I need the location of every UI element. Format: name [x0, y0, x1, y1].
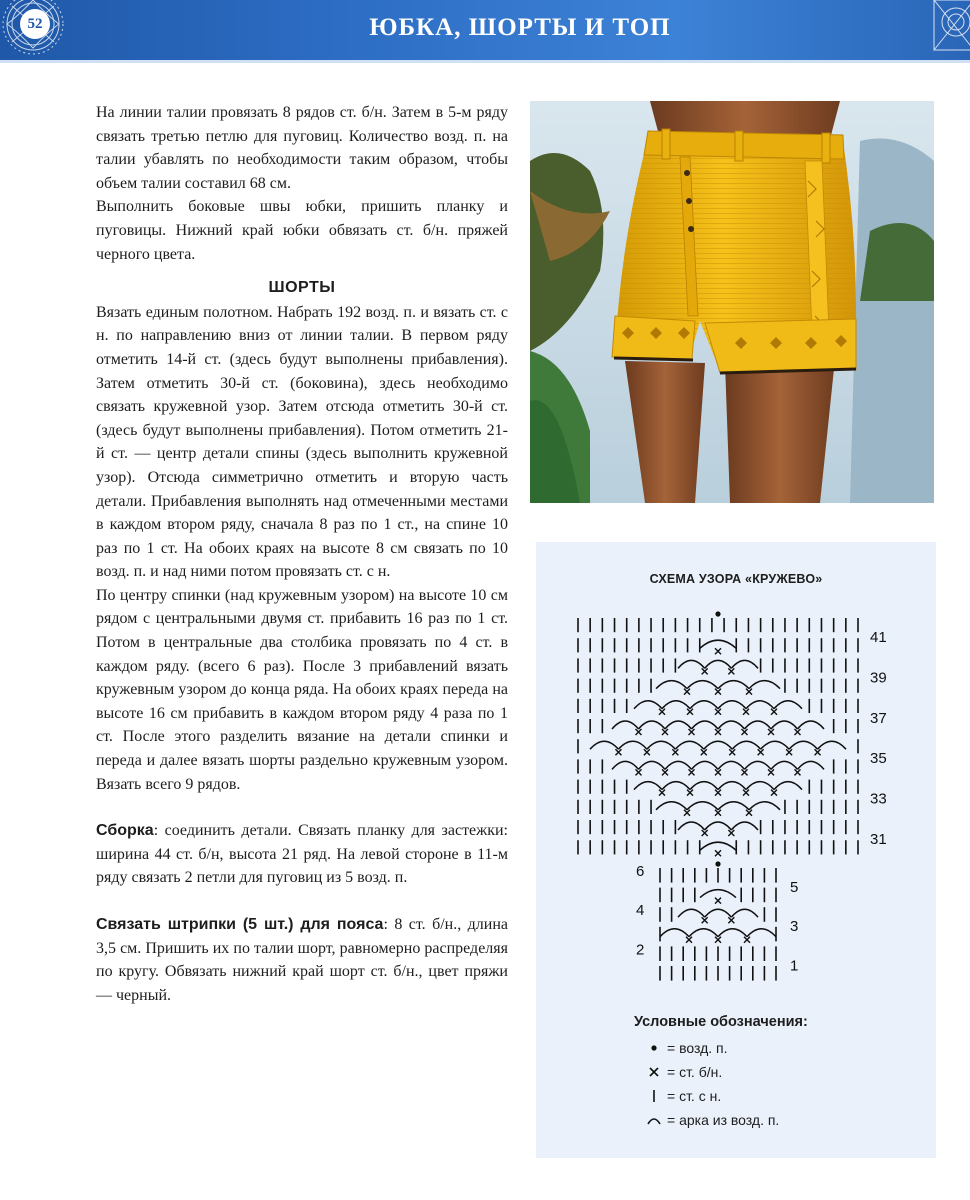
- chain-arc-mark: [689, 929, 718, 937]
- page-header: [0, 0, 970, 63]
- chain-arc-mark: [662, 701, 690, 709]
- corner-lace-icon: [930, 0, 970, 56]
- legend-item: [644, 1036, 808, 1060]
- shorts-paragraph: По центру спинки (над кружевным узором) на высоте 10 см рядом с центральными двумя ст. прибавить 16 раз по 1 ст. Потом в центральные два столбика провязать по 4 ст. в каждом ряду. (всего 6 раз). После 3 прибавлений вязать кружевным узором до конца ряда. На обоих краях переда на высоте 16 см прибавить в каждом втором ряду 4 раза по 1 ст. После этого разделить вязание на детали спинки и переда и далее вязать шорты раздельно кружевным узором. Вязать всего 9 рядов.: [96, 586, 508, 793]
- chain-arc-mark: [718, 802, 749, 810]
- single-crochet-mark: [729, 749, 735, 755]
- single-crochet-mark: [746, 810, 752, 816]
- single-crochet-mark: [689, 769, 695, 775]
- chain-arc-mark: [639, 721, 666, 729]
- chart-title: СХЕМА УЗОРА «КРУЖЕВО»: [649, 572, 823, 586]
- chain-arc-mark: [745, 721, 772, 729]
- chain-arc-mark: [745, 761, 772, 769]
- chain-arc-mark: [647, 741, 675, 749]
- skirt-paragraph: Выполнить боковые швы юбки, пришить планку и пуговицы. Нижний край юбки обвязать ст. б/н. пряжей черного цвета.: [96, 198, 508, 263]
- chain-arc-mark: [771, 721, 798, 729]
- assembly-paragraph: [96, 819, 508, 890]
- article-text: [96, 101, 508, 1007]
- crochet-chart: [536, 542, 936, 1012]
- legend-label: = арка из возд. п.: [667, 1112, 780, 1128]
- shorts-photo: [530, 101, 934, 503]
- single-crochet-mark: [659, 790, 665, 796]
- chain-arc-mark: [718, 761, 745, 769]
- single-crochet-mark: [636, 729, 642, 735]
- chain-arc-mark: [774, 701, 802, 709]
- chain-arc-mark: [662, 782, 690, 790]
- chain-arc-mark: [747, 929, 776, 937]
- chain-arc-mark: [746, 701, 774, 709]
- single-crochet-mark: [687, 709, 693, 715]
- single-crochet-mark: [687, 790, 693, 796]
- chain-arc-mark: [634, 701, 662, 709]
- single-crochet-mark: [768, 769, 774, 775]
- page-number: 52: [20, 9, 50, 39]
- chain-arc-mark: [656, 802, 687, 810]
- legend-label: = ст. с н.: [667, 1088, 722, 1104]
- chain-arc-mark: [718, 681, 749, 689]
- chain-arc-mark: [665, 721, 692, 729]
- legend-item: [644, 1084, 808, 1108]
- chain-arc-mark: [700, 890, 736, 898]
- single-crochet-mark: [702, 668, 708, 674]
- row-number-label: 35: [870, 750, 887, 768]
- straps-text: : 8 ст. б/н., длина 3,5 см. Пришить их по талии шорт, равномерно распределяя по кругу. Обвязать нижний край шорт ст. б/н., цвет пряжи — черный.: [96, 916, 508, 1004]
- single-crochet-mark: [771, 790, 777, 796]
- single-crochet-mark: [742, 769, 748, 775]
- chain-arc-mark: [692, 721, 719, 729]
- chain-dot-mark: [715, 861, 720, 866]
- single-crochet-mark: [728, 668, 734, 674]
- row-number-label: 41: [870, 629, 887, 646]
- single-crochet-mark: [715, 937, 721, 943]
- single-crochet-mark: [662, 729, 668, 735]
- single-crochet-mark: [715, 648, 721, 654]
- single-crochet-mark: [662, 769, 668, 775]
- single-crochet-mark: [795, 769, 801, 775]
- single-crochet-mark: [672, 749, 678, 755]
- chain-arc-mark: [612, 761, 639, 769]
- single-crochet-mark: [742, 729, 748, 735]
- row-number-label: 33: [870, 790, 887, 808]
- chain-arc-mark: [789, 741, 817, 749]
- chain-arc-mark: [675, 741, 703, 749]
- double-crochet-bar-icon: [644, 1088, 664, 1104]
- chain-arc-mark: [746, 782, 774, 790]
- chain-arc-mark: [704, 741, 732, 749]
- single-crochet-mark: [771, 709, 777, 715]
- chain-arc-mark: [692, 761, 719, 769]
- chain-arc-mark: [718, 721, 745, 729]
- chain-arc-mark: [718, 929, 747, 937]
- straps-paragraph: [96, 913, 508, 1007]
- row-number-label: 4: [636, 902, 645, 920]
- chain-arc-mark: [665, 761, 692, 769]
- chain-arc-mark: [771, 761, 798, 769]
- single-crochet-mark: [715, 729, 721, 735]
- chain-arc-mark: [731, 909, 758, 917]
- row-number-label: 3: [790, 918, 799, 936]
- legend-title: Условные обозначения:: [634, 1014, 808, 1030]
- single-crochet-mark: [728, 917, 734, 923]
- crochet-chart-panel: [536, 542, 936, 1158]
- legend-item: [644, 1060, 808, 1084]
- chain-arc-mark: [718, 701, 746, 709]
- chain-arc-mark: [612, 721, 639, 729]
- chain-arc-mark: [690, 701, 718, 709]
- single-crochet-mark: [715, 790, 721, 796]
- single-crochet-mark: [701, 749, 707, 755]
- chain-dot-mark: [715, 611, 720, 616]
- single-crochet-cross-icon: [644, 1066, 664, 1078]
- chain-arc-mark: [705, 909, 732, 917]
- chain-arc-mark: [705, 660, 732, 668]
- single-crochet-mark: [786, 749, 792, 755]
- single-crochet-mark: [758, 749, 764, 755]
- single-crochet-mark: [715, 810, 721, 816]
- chain-arc-mark: [639, 761, 666, 769]
- row-number-label: 5: [790, 879, 799, 896]
- chain-arc-mark: [798, 761, 825, 769]
- chain-arc-mark: [731, 660, 758, 668]
- skirt-paragraph: На линии талии провязать 8 рядов ст. б/н. Затем в 5-м ряду связать третью петлю для пуговиц. Количество возд. п. на талии убавлять по необходимости таким образом, чтобы объем талии составил 68 см.: [96, 104, 508, 192]
- single-crochet-mark: [795, 729, 801, 735]
- single-crochet-mark: [715, 709, 721, 715]
- shorts-paragraph: Вязать единым полотном. Набрать 192 возд. п. и вязать ст. с н. по направлению вниз от линии талии. В первом ряду отметить 14-й ст. (здесь будут выполнены прибавления). Затем отметить 30-й ст. (боковина), здесь необходимо связать кружевной узор. Затем отсюда отметить 30-й ст. (здесь будут выполнены прибавления). Потом отметить 21-й ст. — центр детали спины (здесь выполнить кружевной узор). Отсюда симметрично отметить и вторую часть детали. Прибавления выполнять над отмеченными местами в каждом втором ряду, сначала 8 раз по 1 ст., на спине 10 раз по 1 ст. На обоих краях на высоте 8 см связать по 10 возд. п. и над ними потом провязать ст. с н.: [96, 303, 508, 581]
- single-crochet-mark: [686, 937, 692, 943]
- single-crochet-mark: [728, 830, 734, 836]
- row-number-label: 2: [636, 941, 645, 959]
- single-crochet-mark: [815, 749, 821, 755]
- straps-lead: Связать штрипки (5 шт.) для пояса: [96, 916, 384, 933]
- single-crochet-mark: [715, 850, 721, 856]
- assembly-text: : соединить детали. Связать планку для застежки: ширина 44 ст. б/н, высота 21 ряд. На левой стороне в 11-м ряду связать 2 петли для пуговиц из 5 возд. п.: [96, 822, 508, 887]
- chain-arc-mark: [818, 741, 846, 749]
- chain-arc-mark: [700, 842, 736, 850]
- chain-arc-mark: [749, 802, 780, 810]
- chain-dot-icon: [644, 1043, 664, 1053]
- single-crochet-mark: [615, 749, 621, 755]
- chain-arc-mark: [618, 741, 646, 749]
- single-crochet-mark: [636, 769, 642, 775]
- single-crochet-mark: [644, 749, 650, 755]
- single-crochet-mark: [684, 810, 690, 816]
- single-crochet-mark: [702, 830, 708, 836]
- chain-arc-mark: [749, 681, 780, 689]
- legend-label: = ст. б/н.: [667, 1064, 723, 1080]
- chain-arc-mark: [678, 822, 705, 830]
- single-crochet-mark: [743, 790, 749, 796]
- chain-arc-mark: [687, 681, 718, 689]
- single-crochet-mark: [659, 709, 665, 715]
- shorts-heading: ШОРТЫ: [268, 279, 336, 297]
- chain-arc-mark: [798, 721, 825, 729]
- legend-label: = возд. п.: [667, 1040, 728, 1056]
- assembly-lead: Сборка: [96, 822, 154, 840]
- row-number-label: 1: [790, 957, 799, 975]
- chain-arc-mark: [761, 741, 789, 749]
- single-crochet-mark: [715, 689, 721, 695]
- chain-arc-mark: [690, 782, 718, 790]
- legend-item: [644, 1108, 808, 1132]
- chain-arc-mark: [700, 640, 736, 648]
- single-crochet-mark: [684, 689, 690, 695]
- single-crochet-mark: [702, 917, 708, 923]
- chain-arc-mark: [656, 681, 687, 689]
- chart-legend: [634, 1014, 808, 1132]
- chain-arc-mark: [634, 782, 662, 790]
- row-number-label: 39: [870, 669, 887, 687]
- single-crochet-mark: [689, 729, 695, 735]
- page-title: ЮБКА, ШОРТЫ И ТОП: [369, 14, 671, 41]
- chain-arc-mark: [678, 909, 705, 917]
- single-crochet-mark: [715, 769, 721, 775]
- chain-arc-mark: [590, 741, 618, 749]
- single-crochet-mark: [743, 709, 749, 715]
- chain-arc-mark: [660, 929, 689, 937]
- chain-arc-mark: [732, 741, 760, 749]
- chain-arc-icon: [644, 1114, 664, 1126]
- single-crochet-mark: [768, 729, 774, 735]
- chain-arc-mark: [731, 822, 758, 830]
- row-number-label: 37: [870, 709, 887, 727]
- row-number-label: 31: [870, 831, 887, 848]
- chain-arc-mark: [678, 660, 705, 668]
- single-crochet-mark: [744, 937, 750, 943]
- chain-arc-mark: [718, 782, 746, 790]
- row-number-label: 6: [636, 863, 645, 880]
- single-crochet-mark: [746, 689, 752, 695]
- single-crochet-mark: [715, 898, 721, 904]
- chain-arc-mark: [774, 782, 802, 790]
- chain-arc-mark: [687, 802, 718, 810]
- chain-arc-mark: [705, 822, 732, 830]
